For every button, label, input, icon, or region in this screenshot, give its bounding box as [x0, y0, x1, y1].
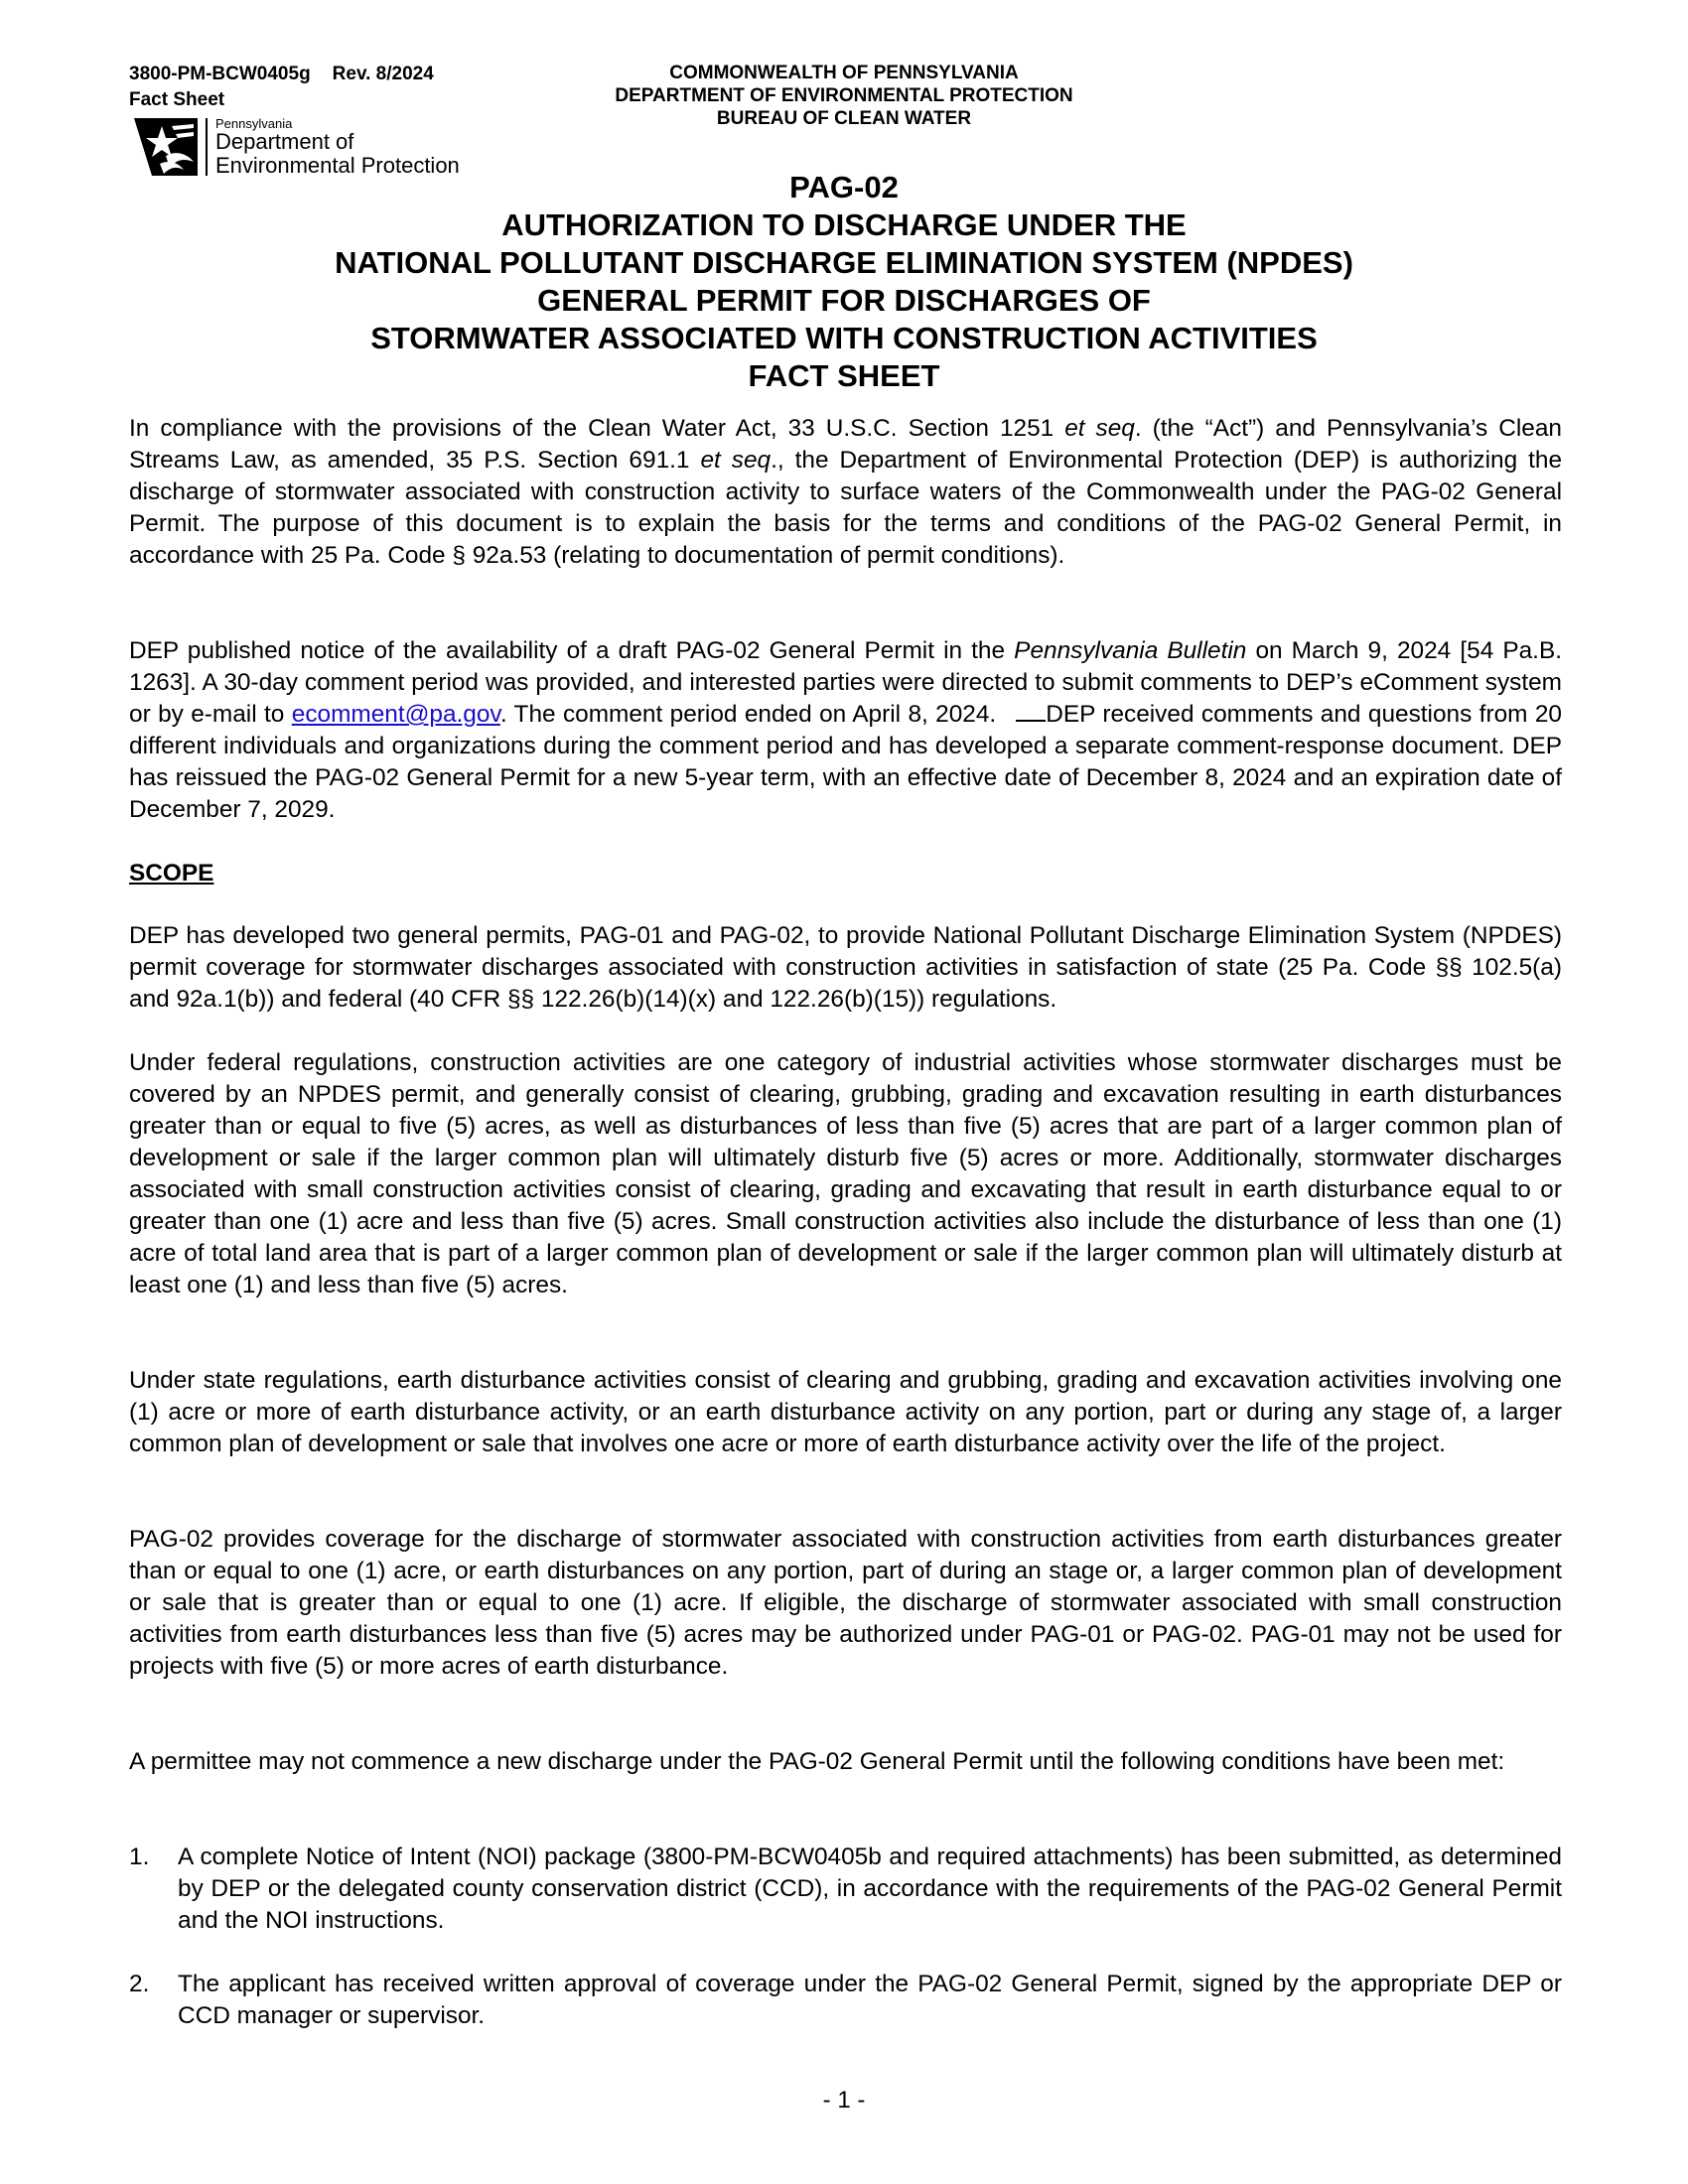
title-line-5: STORMWATER ASSOCIATED WITH CONSTRUCTION ACTIVITIES: [370, 321, 1318, 355]
scope-paragraph-2: Under federal regulations, construction activities are one category of industrial activities whose stormwater discharges must be covered by an NPDES permit, and generally consist of clearing, grubbing, grading and excavation resulting in earth disturbances greater than or equal to five (5) acres, as well as disturbances of less than five (5) acres that are part of a larger common plan of development or sale if the larger common plan will ultimately disturb five (5) acres or more. Additionally, stormwater discharges associated with small construction activities consist of clearing, grading and excavating that result in earth disturbance equal to or greater than one (1) acre and less than five (5) acres. Small construction activities also include the disturbance of less than one (1) acre of total land area that is part of a larger common plan of development or sale if the larger common plan will ultimately disturb at least one (1) and less than five (5) acres.: [129, 1049, 1562, 1298]
title-line-6: FACT SHEET: [748, 358, 940, 393]
scope-paragraph-5: A permittee may not commence a new discharge under the PAG-02 General Permit until the following conditions have been met:: [129, 1748, 1505, 1775]
page-number: - 1 -: [822, 2087, 866, 2114]
list-item-text: The applicant has received written approval of coverage under the PAG-02 General Permit, signed by the appropriate DEP or CCD manager or supervisor.: [178, 1971, 1562, 2029]
text-run: on March 9, 2024 [54 Pa.B. 1263]. A 30-day comment period was provided, and interested parties were directed to submit comments to DEP’s eComment system or by e-mail to: [129, 637, 1563, 728]
agency-line-2: DEPARTMENT OF ENVIRONMENTAL PROTECTION: [615, 85, 1073, 106]
italic-run: et seq: [1064, 415, 1135, 442]
italic-run: et seq: [700, 447, 772, 474]
scope-paragraph-4: PAG-02 provides coverage for the discharge of stormwater associated with construction activities from earth disturbances greater than or equal to one (1) acre, or earth disturbances on any portion, part of during an stage or, a larger common plan of development or sale that is greater than or equal to one (1) acre. If eligible, the discharge of stormwater associated with small construction activities from earth disturbances less than five (5) acres may be authorized under PAG-01 or PAG-02. PAG-01 may not be used for projects with five (5) or more acres of earth disturbance.: [129, 1526, 1562, 1680]
scope-heading: SCOPE: [129, 860, 214, 887]
form-number: 3800-PM-BCW0405g: [129, 64, 311, 84]
form-header: [129, 62, 434, 113]
text-run: DEP received comments and questions from 20 different individuals and organizations during the comment period and has developed a separate comment-response document. DEP has reissued the PAG-02 General Permit for a new 5-year term, with an effective date of December 8, 2024 and an expiration date of December 7, 2029.: [129, 701, 1562, 823]
text-run: In compliance with the provisions of the Clean Water Act, 33 U.S.C. Section 1251: [129, 415, 1065, 442]
text-run: . The comment period ended on April 8, 2024.: [499, 701, 997, 728]
agency-line-3: BUREAU OF CLEAN WATER: [716, 108, 972, 129]
text-run: ., the Department of Environmental Protection (DEP) is authorizing the discharge of stormwater associated with construction activity to surface waters of the Commonwealth under the PAG-02 General Permit. The purpose of this document is to explain the basis for the terms and conditions of the PAG-02 General Permit, in accordance with 25 Pa. Code § 92a.53 (relating to documentation of permit conditions).: [129, 447, 1563, 569]
agency-line-1: COMMONWEALTH OF PENNSYLVANIA: [669, 63, 1019, 83]
logo-dept-line-2: Environmental Protection: [215, 153, 460, 178]
logo-state-name: Pennsylvania: [215, 116, 293, 131]
intro-paragraph-2: [129, 635, 1562, 826]
blank-underline: [1016, 700, 1046, 722]
list-item-number: 1.: [129, 1843, 150, 1870]
text-run: . (the “Act”) and Pennsylvania’s Clean Streams Law, as amended, 35 P.S. Section 691.1: [129, 415, 1562, 474]
form-revision: Rev. 8/2024: [332, 64, 434, 84]
scope-paragraph-3: Under state regulations, earth disturbance activities consist of clearing and grubbing, grading and excavation activities involving one (1) acre or more of earth disturbance activity, or an earth disturbance activity on any portion, part or during any stage of, a larger common plan of development or sale that involves one acre or more of earth disturbance activity over the life of the project.: [129, 1367, 1562, 1457]
list-item-number: 2.: [129, 1971, 150, 1997]
scope-paragraph-1: DEP has developed two general permits, PAG-01 and PAG-02, to provide National Pollutant Discharge Elimination System (NPDES) permit coverage for stormwater discharges associated with construction activities in satisfaction of state (25 Pa. Code §§ 102.5(a) and 92a.1(b)) and federal (40 CFR §§ 122.26(b)(14)(x) and 122.26(b)(15)) regulations.: [129, 922, 1562, 1013]
document-type: Fact Sheet: [129, 89, 225, 110]
intro-paragraph-1: [129, 413, 1562, 572]
ecomment-email-link[interactable]: ecomment@pa.gov: [291, 701, 500, 728]
title-line-1: PAG-02: [789, 170, 899, 205]
italic-run: Pennsylvania Bulletin: [1014, 637, 1247, 664]
title-line-2: AUTHORIZATION TO DISCHARGE UNDER THE: [501, 207, 1187, 242]
list-item-text: A complete Notice of Intent (NOI) package (3800-PM-BCW0405b and required attachments) has been submitted, as determined by DEP or the delegated county conservation district (CCD), in accordance with the requirements of the PAG-02 General Permit and the NOI instructions.: [178, 1843, 1562, 1934]
agency-header: [556, 62, 1132, 130]
document-title: [129, 169, 1559, 395]
logo-dept-line-1: Department of: [215, 129, 354, 154]
title-line-3: NATIONAL POLLUTANT DISCHARGE ELIMINATION SYSTEM (NPDES): [335, 245, 1353, 280]
logo-divider: [206, 118, 208, 176]
text-run: DEP published notice of the availability of a draft PAG-02 General Permit in the: [129, 637, 1015, 664]
title-line-4: GENERAL PERMIT FOR DISCHARGES OF: [537, 283, 1151, 318]
